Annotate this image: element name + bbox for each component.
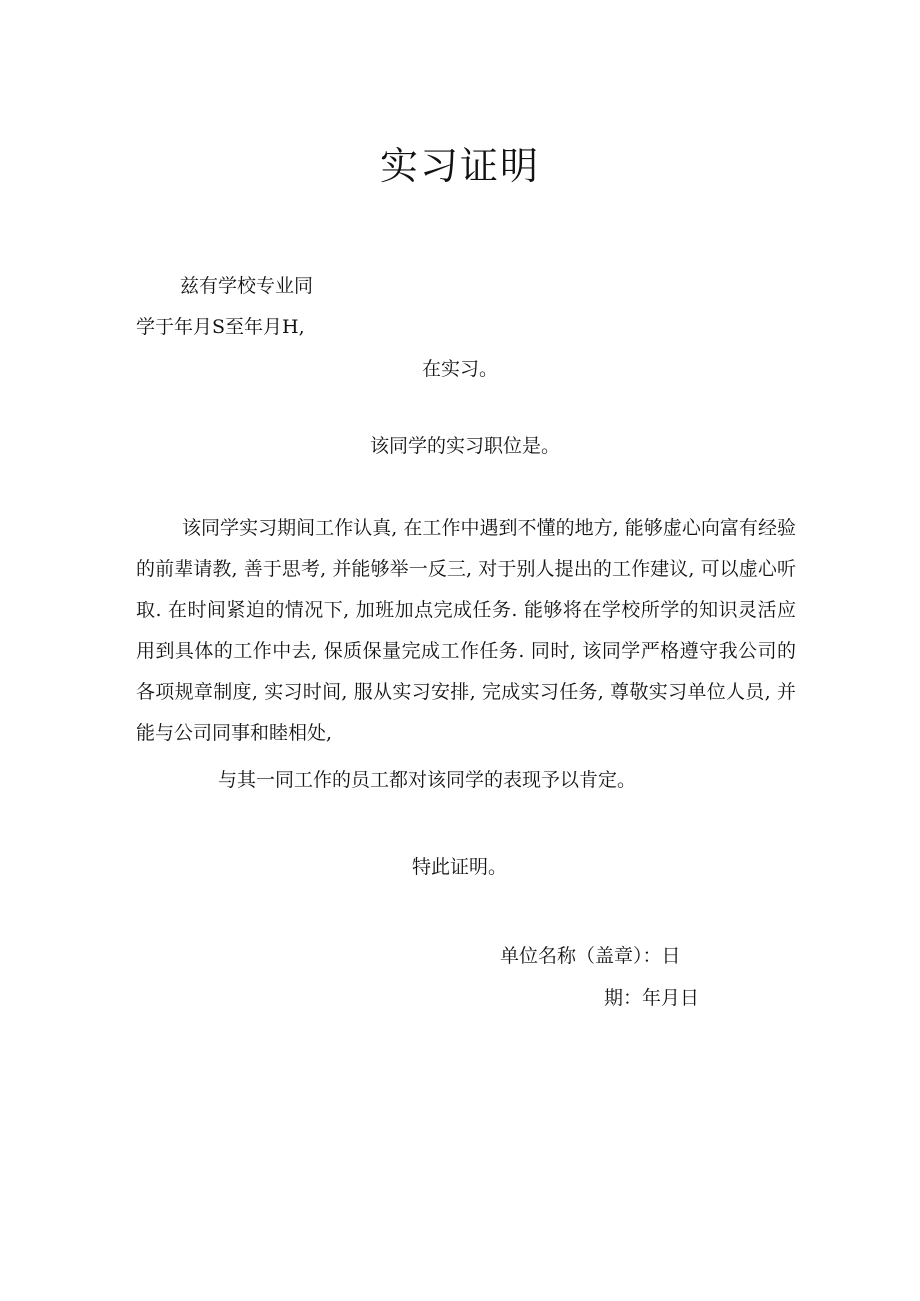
intro-line-1: 兹有学校专业同 (180, 275, 314, 297)
signature-line-2: 期：年月日 (604, 987, 700, 1009)
intro-line-2: 学于年月S至年月H, (136, 316, 305, 338)
intro-line-3: 在实习。 (422, 358, 499, 380)
closing-line: 特此证明。 (412, 856, 508, 878)
body-paragraph: 该同学实习期间工作认真, 在工作中遇到不懂的地方, 能够虚心向富有经验的前辈请教, 善于思考, 并能够举一反三, 对于别人提出的工作建议, 可以虚心听取. 在时间紧迫的情况下, 加班加点完成任务. 能够将在学校所学的知识灵活应用到具体的工作中去, 保质保量完成工作任务. 同时, 该同学严格遵守我公司的各项规章制度, 实习时间, 服从实习安排, 完成实习任务, 尊敬实习单位人员, 并能与公司同事和睦相处, (136, 517, 796, 744)
position-line: 该同学的实习职位是。 (370, 435, 561, 457)
document-title: 实习证明 (379, 144, 540, 188)
signature-line-1: 单位名称（盖章）：日 (500, 945, 681, 967)
body-last-line: 与其一同工作的员工都对该同学的表现予以肯定。 (218, 769, 637, 791)
